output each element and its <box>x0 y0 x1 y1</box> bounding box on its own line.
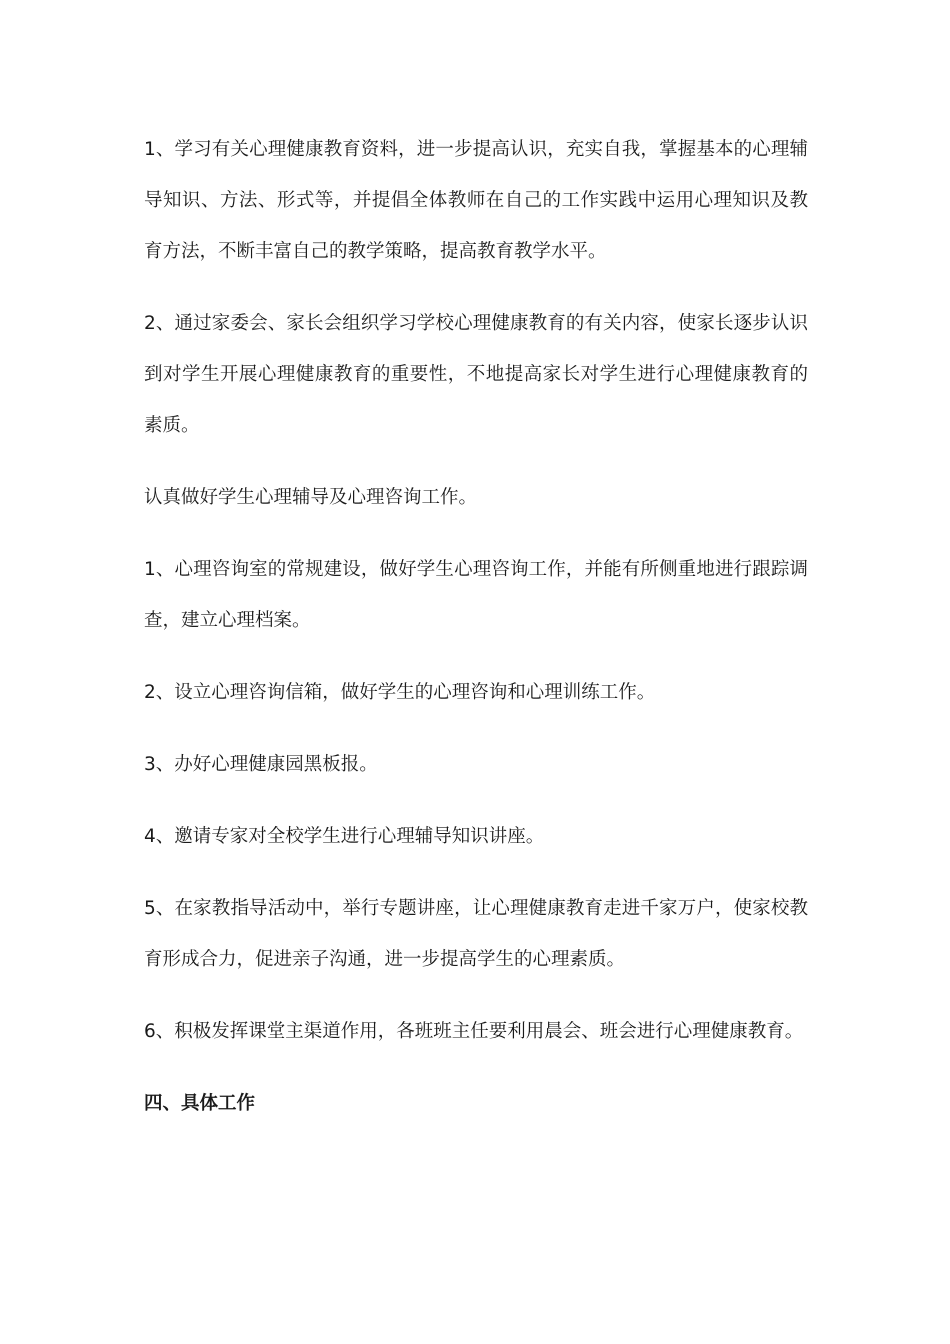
document-page <box>144 124 808 1129</box>
paragraph-counseling-intro: 认真做好学生心理辅导及心理咨询工作。 <box>144 487 478 508</box>
paragraph-family-guidance: 5、在家教指导活动中，举行专题讲座，让心理健康教育走进千家万户，使家校教育形成合力，促进亲子沟通，进一步提高学生的心理素质。 <box>144 898 808 970</box>
paragraph-counseling-mailbox: 2、设立心理咨询信箱，做好学生的心理咨询和心理训练工作。 <box>144 682 656 703</box>
paragraph-parent-education: 2、通过家委会、家长会组织学习学校心理健康教育的有关内容，使家长逐步认识到对学生开展心理健康教育的重要性，不地提高家长对学生进行心理健康教育的素质。 <box>144 313 808 436</box>
paragraph-expert-lecture: 4、邀请专家对全校学生进行心理辅导知识讲座。 <box>144 826 545 847</box>
paragraph-teacher-training: 1、学习有关心理健康教育资料，进一步提高认识，充实自我，掌握基本的心理辅导知识、方法、形式等，并提倡全体教师在自己的工作实践中运用心理知识及教育方法，不断丰富自己的教学策略，提高教育教学水平。 <box>144 139 808 262</box>
paragraph-counseling-room: 1、心理咨询室的常规建设，做好学生心理咨询工作，并能有所侧重地进行跟踪调查，建立心理档案。 <box>144 559 808 631</box>
section-heading: 四、具体工作 <box>144 1093 256 1114</box>
paragraph-classroom-channel: 6、积极发挥课堂主渠道作用，各班班主任要利用晨会、班会进行心理健康教育。 <box>144 1021 804 1042</box>
paragraph-blackboard: 3、办好心理健康园黑板报。 <box>144 754 378 775</box>
